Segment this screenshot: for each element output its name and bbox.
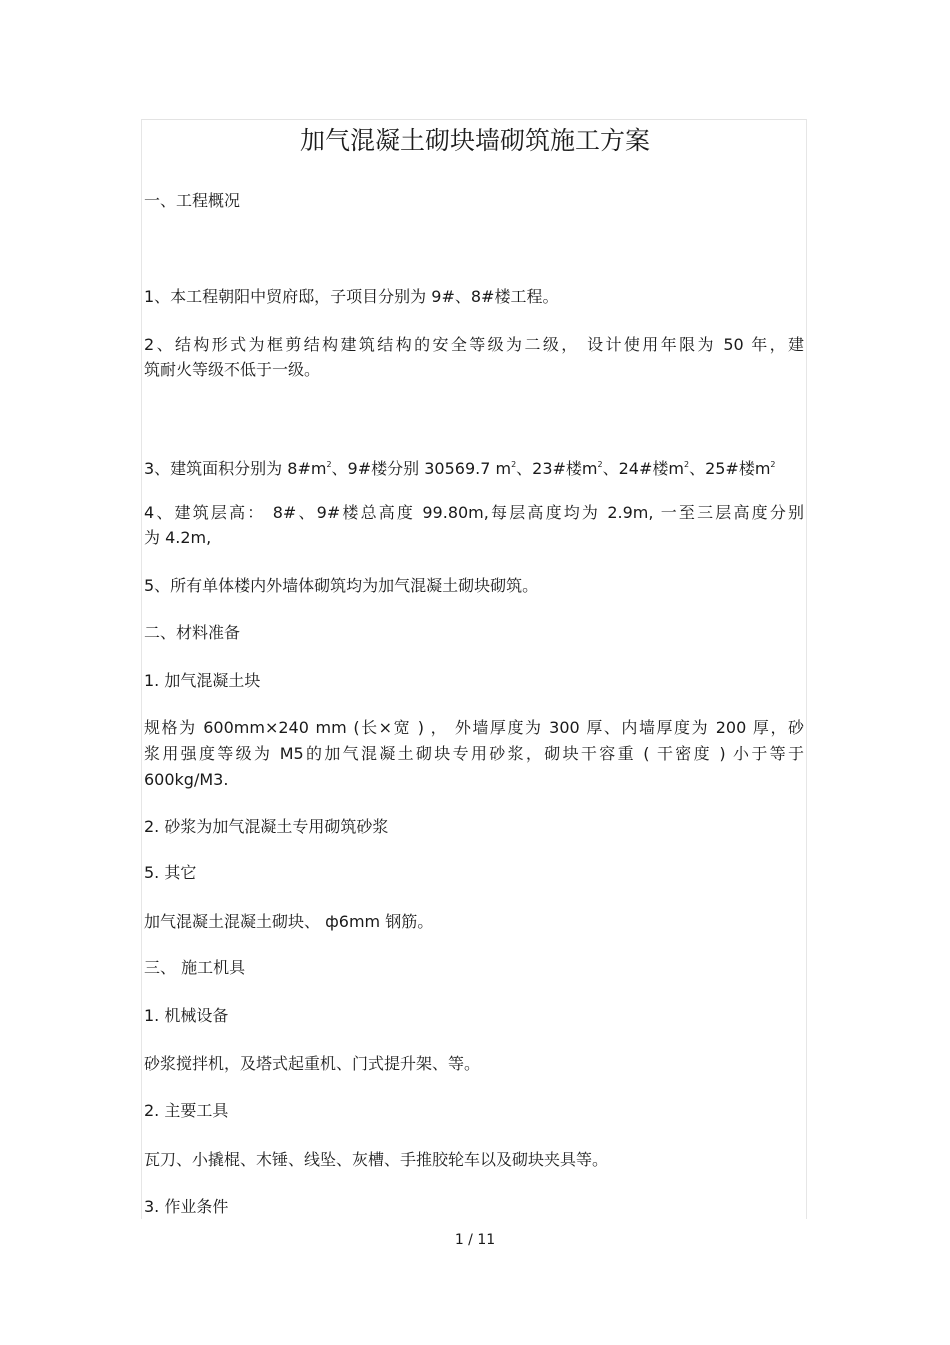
paragraph-item-1: 1、本工程朝阳中贸府邸，子项目分别为 9#、8#楼工程。 <box>144 287 559 306</box>
paragraph-item-2-line-1: 2、结构形式为框剪结构建筑结构的安全等级为二级， 设计使用年限为 50 年，建 <box>144 335 804 354</box>
paragraph-spec-line-3: 600kg/M3. <box>144 770 229 789</box>
item-3-part-4: 、24#楼m <box>602 459 684 478</box>
paragraph-spec-line-2: 浆用强度等级为 M5的加气混凝土砌块专用砂浆，砌块干容重 ( 干密度 ) 小于等于 <box>144 744 804 763</box>
paragraph-main-tools: 瓦刀、小撬棍、木锤、线坠、灰槽、手推胶轮车以及砌块夹具等。 <box>144 1150 609 1169</box>
paragraph-spec-line-1: 规格为 600mm×240 mm (长×宽 ) ， 外墙厚度为 300 厚、内墙厚度为 200 厚，砂 <box>144 718 804 737</box>
subheading-work-conditions: 3. 作业条件 <box>144 1197 229 1216</box>
page-number: 1 / 11 <box>454 1232 496 1248</box>
item-3-part-1: 3、建筑面积分别为 8#m <box>144 459 327 478</box>
superscript-2: 2 <box>770 460 776 469</box>
paragraph-item-4-line-2: 为 4.2m, <box>144 528 212 547</box>
subheading-mortar: 2. 砂浆为加气混凝土专用砌筑砂浆 <box>144 817 389 836</box>
superscript-2: 2 <box>683 460 690 469</box>
paragraph-item-2-line-2: 筑耐火等级不低于一级。 <box>144 360 321 379</box>
paragraph-mechanical-equipment: 砂浆搅拌机，及塔式起重机、门式提升架、等。 <box>144 1054 481 1073</box>
paragraph-item-3 <box>144 454 776 480</box>
subheading-mechanical-equipment: 1. 机械设备 <box>144 1006 229 1025</box>
superscript-2: 2 <box>511 460 517 469</box>
section-heading-materials: 二、材料准备 <box>144 623 241 642</box>
paragraph-other: 加气混凝土混凝土砌块、 ф6mm 钢筋。 <box>144 912 434 931</box>
document-title: 加气混凝土砌块墙砌筑施工方案 <box>299 126 650 155</box>
section-heading-machinery: 三、 施工机具 <box>144 958 246 977</box>
item-3-part-3: 、23#楼m <box>516 459 598 478</box>
superscript-2: 2 <box>597 460 603 469</box>
subheading-aerated-block: 1. 加气混凝土块 <box>144 671 261 690</box>
subheading-other: 5. 其它 <box>144 863 197 882</box>
item-3-part-5: 、25#楼m <box>689 459 771 478</box>
item-3-part-2: 、9#楼分别 30569.7 m <box>331 459 512 478</box>
superscript-2: 2 <box>326 460 332 469</box>
subheading-main-tools: 2. 主要工具 <box>144 1101 229 1120</box>
section-heading-overview: 一、工程概况 <box>144 191 241 210</box>
paragraph-item-5: 5、所有单体楼内外墙体砌筑均为加气混凝土砌块砌筑。 <box>144 576 539 595</box>
paragraph-item-4-line-1: 4、建筑层高： 8#、9#楼总高度 99.80m,每层高度均为 2.9m, 一至三层高度分别 <box>144 503 804 522</box>
